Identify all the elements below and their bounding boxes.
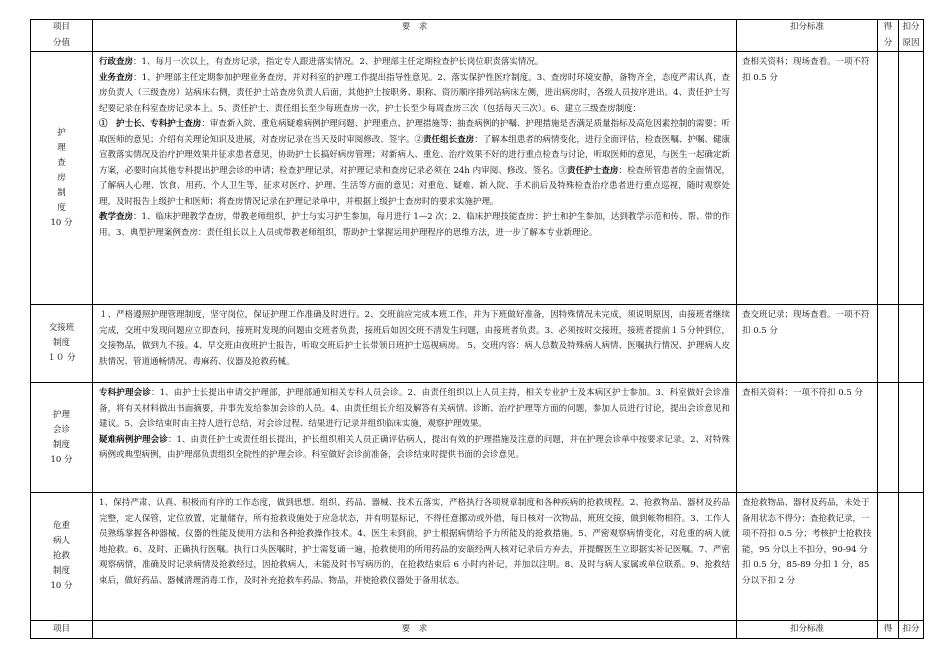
requirements-critical-rescue	[93, 493, 737, 621]
header-requirements: 要 求	[93, 20, 737, 52]
footer-row	[31, 621, 924, 639]
requirements-nursing-consultation	[93, 383, 737, 493]
score-critical-rescue	[878, 493, 899, 621]
item-critical-rescue: 危重 病人 抢救 制度 10 分	[31, 493, 93, 621]
header-deduction-standard: 扣分标准	[737, 20, 878, 52]
paragraph-difficult-case-consultation: 疑难病例护理会诊：1、由责任护士或责任组长提出，护长组织相关人员正确评估病人，提出有效的护理措施及注意的问题，并在护理会诊单中按要求记录。2、对特殊病例或典型病例，由护理部负责组织全院性的护理会诊。科室做好会诊前准备，会诊结束时提供书面的会诊意见。	[99, 434, 730, 460]
footer-deduction: 扣分	[899, 621, 924, 639]
item-nursing-rounds: 护 理 查 房 制 度 10 分	[31, 52, 93, 305]
header-score-obtained: 得 分	[878, 20, 899, 52]
paragraph-handover: １、严格遵照护理管理制度，坚守岗位，保证护理工作准确及时进行。2、交班前应完成本班工作，并为下班做好准备，因特殊情况未完成，须说明原因，由接班者继续完成，交班中发现问题应立即查问，接班时发现的问题由交班者负责，接班后如因交班不清发生问题，由接班者负责。3、必须按时交接班，接班者提前１５分钟到位，交接物品，做到九不接。4、早交班由夜班护士报告，听取交班后护士长带领日班护士巡视病房。 5、交班内容：病人总数及特殊病人病情、医嘱执行情况、护理病人皮肤情况、管道通畅情况、毒麻药、仪器及抢救药械。	[99, 310, 730, 367]
item-nursing-consultation: 护理 会诊 制度 10 分	[31, 383, 93, 493]
paragraph-critical-rescue: 1、保持严肃、认真、积极而有序的工作态度，做到思想、组织、药品、器械、技术五落实，严格执行各项规章制度和各种疾病的抢救规程。2、抢救物品、器材及药品完整，定人保管，定位放置，定量储存，所有抢救设施处于应急状态，并有明显标记，不得任意挪动或外借，每日核对一次物品，班班交接，做到帐物相符。3、工作人员熟练掌握各种器械、仪器的性能及使用方法和各种抢救操作技术。4、医生未到前，护士根据病情给予力所能及的抢救措施。5、严密观察病情变化，对危重的病人就地抢救。6、及时、正确执行医嘱。执行口头医嘱时，护士需复诵一遍，抢救使用的所用药品的安瓿经两人核对记录后方弃去，并提醒医生立即据实补记医嘱。7、严密观察病情，准确及时记录病情及抢救经过，因抢救病人，未能及时书写病历的，在抢救结束后 6 小时内补记，并加以注明。8、及时与病人家属或单位联系。9、抢救结束后，做好药品、器械清理消毒工作，及时补充抢救车药品、物品，并使抢救仪器处于备用状态。	[99, 498, 730, 586]
reason-critical-rescue	[899, 493, 924, 621]
footer-item: 项目	[31, 621, 93, 639]
header-item-score: 项目 分值	[31, 20, 93, 52]
footer-score: 得	[878, 621, 899, 639]
row-nursing-consultation	[31, 383, 924, 493]
score-shift-handover	[878, 305, 899, 383]
reason-nursing-rounds	[899, 52, 924, 305]
header-deduction-reason: 扣分 原因	[899, 20, 924, 52]
footer-requirements: 要 求	[93, 621, 737, 639]
inspection-standards-table	[30, 19, 924, 639]
requirements-nursing-rounds	[93, 52, 737, 305]
requirements-shift-handover	[93, 305, 737, 383]
score-nursing-consultation	[878, 383, 899, 493]
row-shift-handover	[31, 305, 924, 383]
paragraph-teaching-rounds: 教学查房：1、临床护理教学查房，带教老师组织，护士与实习护生参加，每月进行 1—2 次；2、临床护理技能查房：护士和护生参加，达到教学示范和传、帮、带的作用。3、典型护理案例查房：责任组长以上人员或带教老师组织，帮助护士掌握运用护理程序的思维方法，进一步了解本专业新理论。	[99, 212, 730, 238]
item-shift-handover: 交接班 制度 １０ 分	[31, 305, 93, 383]
criteria-shift-handover: 查交班记录；现场查看。一项不符扣 0.5 分	[737, 305, 878, 383]
criteria-nursing-rounds: 查相关资料；现场查看。一项不符扣 0.5 分	[737, 52, 878, 305]
row-nursing-rounds	[31, 52, 924, 305]
paragraph-three-level-rounds: ① 护士长、专科护士查房：审查新入院、重危病疑难病例护理问题、护理重点、护理措施等；抽查病例的护嘱、护理措施是否满足质量指标及高危因素控制的需要；听取医师的意见；介绍有关理论知识及进展，对查房记录在当天及时审阅修改、签字。②责任组长查房：了解本组患者的病情变化，进行全面评估，检查医嘱、护嘱、健康宣教落实情况及治疗护理效果并征求患者意见，协助护士长搞好病房管理；对新病人、重危、治疗效果不好的进行重点检查与讨论，听取医师的意见，与医生一起确定新方案，必要时向其他专科提出护理会诊的申请；检查护理记录，对护理记录和查房记录必须在 24h 内审阅、修改、签名。③责任护士查房：检查所管患者的全面情况，了解病人心理、饮食、用药、个人卫生等，征求对医疗、护理、生活等方面的意见；对重危、疑难、新入院、手术前后及特殊检查治疗患者进行重点巡视，随时观察处理，及时报告上级护士和医师；将查房情况记录在护理记录单中，并根据上级护士查房时的要求实施护理。	[99, 119, 730, 207]
criteria-critical-rescue: 查抢救物品、器材及药品，未处于备用状态不得分；查抢救记录，一项不符扣 0.5 分；考核护士抢救技能，95 分以上不扣分，90-94 分扣 0.5 分，85-89 分扣 1 分，85 分以下扣 2 分	[737, 493, 878, 621]
paragraph-admin-rounds: 行政查房：1、每月一次以上，有查房记录，指定专人跟进落实情况。2、护理部主任定期检查护长岗位职责落实情况。	[99, 57, 544, 67]
header-row	[31, 20, 924, 52]
reason-nursing-consultation	[899, 383, 924, 493]
footer-deduction-standard: 扣分标准	[737, 621, 878, 639]
paragraph-specialty-consultation: 专科护理会诊：1、由护士长提出申请交护理部，护理部通知相关专科人员会诊。2、由责任组织以上人员主持，相关专业护士及本病区护士参加。3、科室做好会诊准备，将有关材料做出书面摘要，并事先发给参加会诊的人员。4、由责任组长介绍及解答有关病情、诊断、治疗护理等方面的问题，参加人员进行讨论，提出会诊意见和建议。5、会诊结束时由主持人进行总结，对会诊过程、结果进行记录并组织临床实施，观察护理效果。	[99, 388, 730, 429]
row-critical-rescue	[31, 493, 924, 621]
reason-shift-handover	[899, 305, 924, 383]
score-nursing-rounds	[878, 52, 899, 305]
criteria-nursing-consultation: 查相关资料：一项不符扣 0.5 分	[737, 383, 878, 493]
paragraph-business-rounds: 业务查房：1、护理部主任定期参加护理业务查房，并对科室的护理工作提出指导性意见。2、落实保护性医疗制度。3、查房时环境安静，备物齐全，态度严肃认真，查房负责人（三级查房）站病床右侧，责任护士站查房负责人后面，其他护士按职务、职称、资历顺序排列站病床左侧，进出病房时，各级人员按序进出。4、责任护士写纪要记录在科室查房记录本上。5、责任护士、责任组长至少每班查房一次，护士长至少每周查房三次（包括每天三次）。6、建立三级查房制度：	[99, 72, 730, 114]
